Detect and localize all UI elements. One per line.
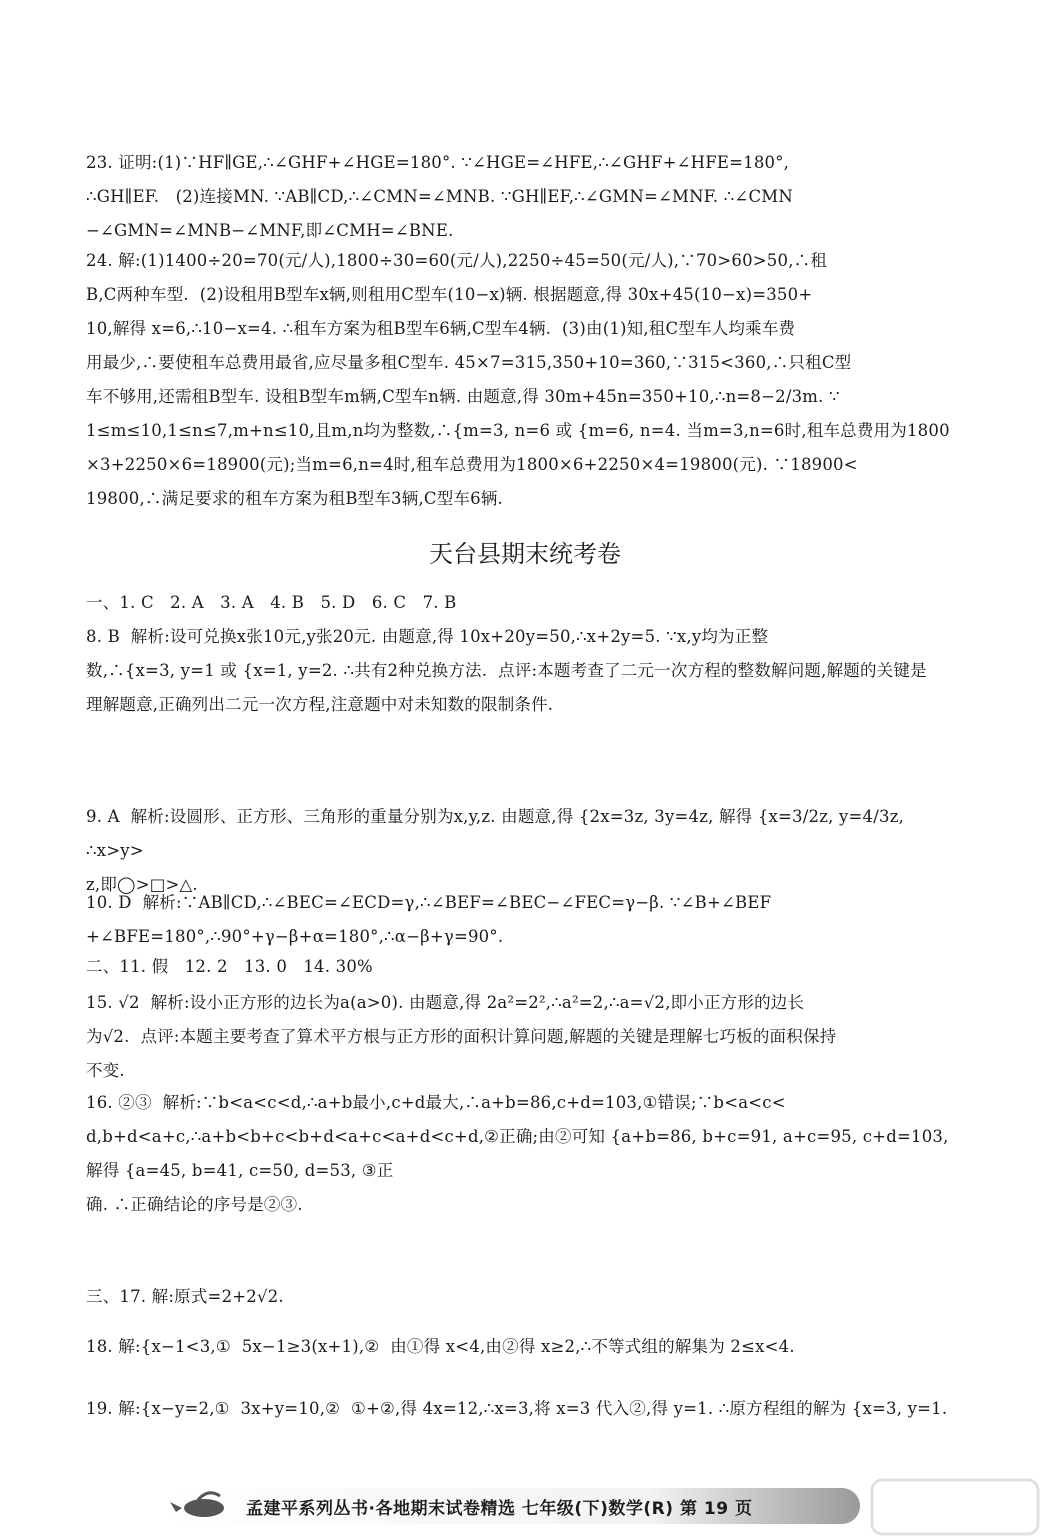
answer-23: 23. 证明:(1)∵HF∥GE,∴∠GHF+∠HGE=180°. ∵∠HGE=∠HFE,∴∠GHF+∠HFE=180°, ∴GH∥EF. (2)连接MN. ∵AB∥CD,∴∠CMN=∠MNB. ∵GH∥EF,∴∠GMN=∠MNF. ∴∠CMN −∠GMN=∠MNB−∠MNF,即∠CMH=∠BNE.: [86, 153, 794, 240]
answer-19: 19. 解:{x−y=2,① 3x+y=10,② ①+②,得 4x=12,∴x=3,将 x=3 代入②,得 y=1. ∴原方程组的解为 {x=3, y=1.: [86, 1399, 948, 1418]
watermark-logo-icon: [870, 1478, 1040, 1536]
section-title: 天台县期末统考卷: [429, 540, 621, 568]
answer-10: 10. D 解析:∵AB∥CD,∴∠BEC=∠ECD=γ,∴∠BEF=∠BEC−∠FEC=γ−β. ∵∠B+∠BEF +∠BFE=180°,∴90°+γ−β+α=180°,∴α−β+γ=90°.: [86, 893, 772, 946]
answer-15: 15. √2 解析:设小正方形的边长为a(a>0). 由题意,得 2a²=2²,∴a²=2,∴a=√2,即小正方形的边长 为√2. 点评:本题主要考查了算术平方根与正方形的面积计算问题,解题的关键是理解七巧板的面积保持 不变.: [86, 993, 837, 1080]
bird-logo-icon: [168, 1488, 238, 1528]
answer-24: 24. 解:(1)1400÷20=70(元/人),1800÷30=60(元/人),2250÷45=50(元/人),∵70>60>50,∴租 B,C两种车型. (2)设租用B型车x辆,则租用C型车(10−x)辆. 根据题意,得 30x+45(10−x)=350+ 10,解得 x=6,∴10−x=4. ∴租车方案为租B型车6辆,C型车4辆. (3)由(1)知,租C型车人均乘车费 用最少,∴要使租车总费用最省,应尽量多租C型车. 45×7=315,350+10=360,∵315<360,∴只租C型 车不够用,还需租B型车. 设租B型车m辆,C型车n辆. 由题意,得 30m+45n=350+10,∴n=8−2/3m. ∵ 1≤m≤10,1≤n≤7,m+n≤10,且m,n均为整数,∴{m=3, n=6 或 {m=6, n=4. 当m=3,n=6时,租车总费用为1800 ×3+2250×6=18900(元);当m=6,n=4时,租车总费用为1800×6+2250×4=19800(元). ∵18900< 19800,∴满足要求的租车方案为租B型车3辆,C型车6辆.: [86, 251, 950, 508]
answers-choice: 一、1. C 2. A 3. A 4. B 5. D 6. C 7. B: [86, 593, 457, 612]
answer-8: 8. B 解析:设可兑换x张10元,y张20元. 由题意,得 10x+20y=50,∴x+2y=5. ∵x,y均为正整 数,∴{x=3, y=1 或 {x=1, y=2. ∴共有2种兑换方法. 点评:本题考查了二元一次方程的整数解问题,解题的关键是 理解题意,正确列出二元一次方程,注意题中对未知数的限制条件.: [86, 627, 927, 714]
answer-16: 16. ②③ 解析:∵b<a<c<d,∴a+b最小,c+d最大,∴a+b=86,c+d=103,①错误;∵b<a<c< d,b+d<a+c,∴a+b<b+c<b+d<a+c<a+d<c+d,②正确;由②可知 {a+b=86, b+c=91, a+c=95, c+d=103, 解得 {a=45, b=41, c=50, d=53, ③正 确. ∴正确结论的序号是②③.: [86, 1093, 949, 1214]
answers-fill: 二、11. 假 12. 2 13. 0 14. 30%: [86, 957, 373, 976]
answer-18: 18. 解:{x−1<3,① 5x−1≥3(x+1),② 由①得 x<4,由②得 x≥2,∴不等式组的解集为 2≤x<4.: [86, 1337, 795, 1356]
answer-17: 三、17. 解:原式=2+2√2.: [86, 1287, 284, 1306]
answer-9: 9. A 解析:设圆形、正方形、三角形的重量分别为x,y,z. 由题意,得 {2x=3z, 3y=4z, 解得 {x=3/2z, y=4/3z, ∴x>y> z,即◯>□>△.: [86, 807, 905, 894]
footer-text: 孟建平系列丛书·各地期末试卷精选 七年级(下)数学(R) 第 19 页: [246, 1499, 753, 1519]
